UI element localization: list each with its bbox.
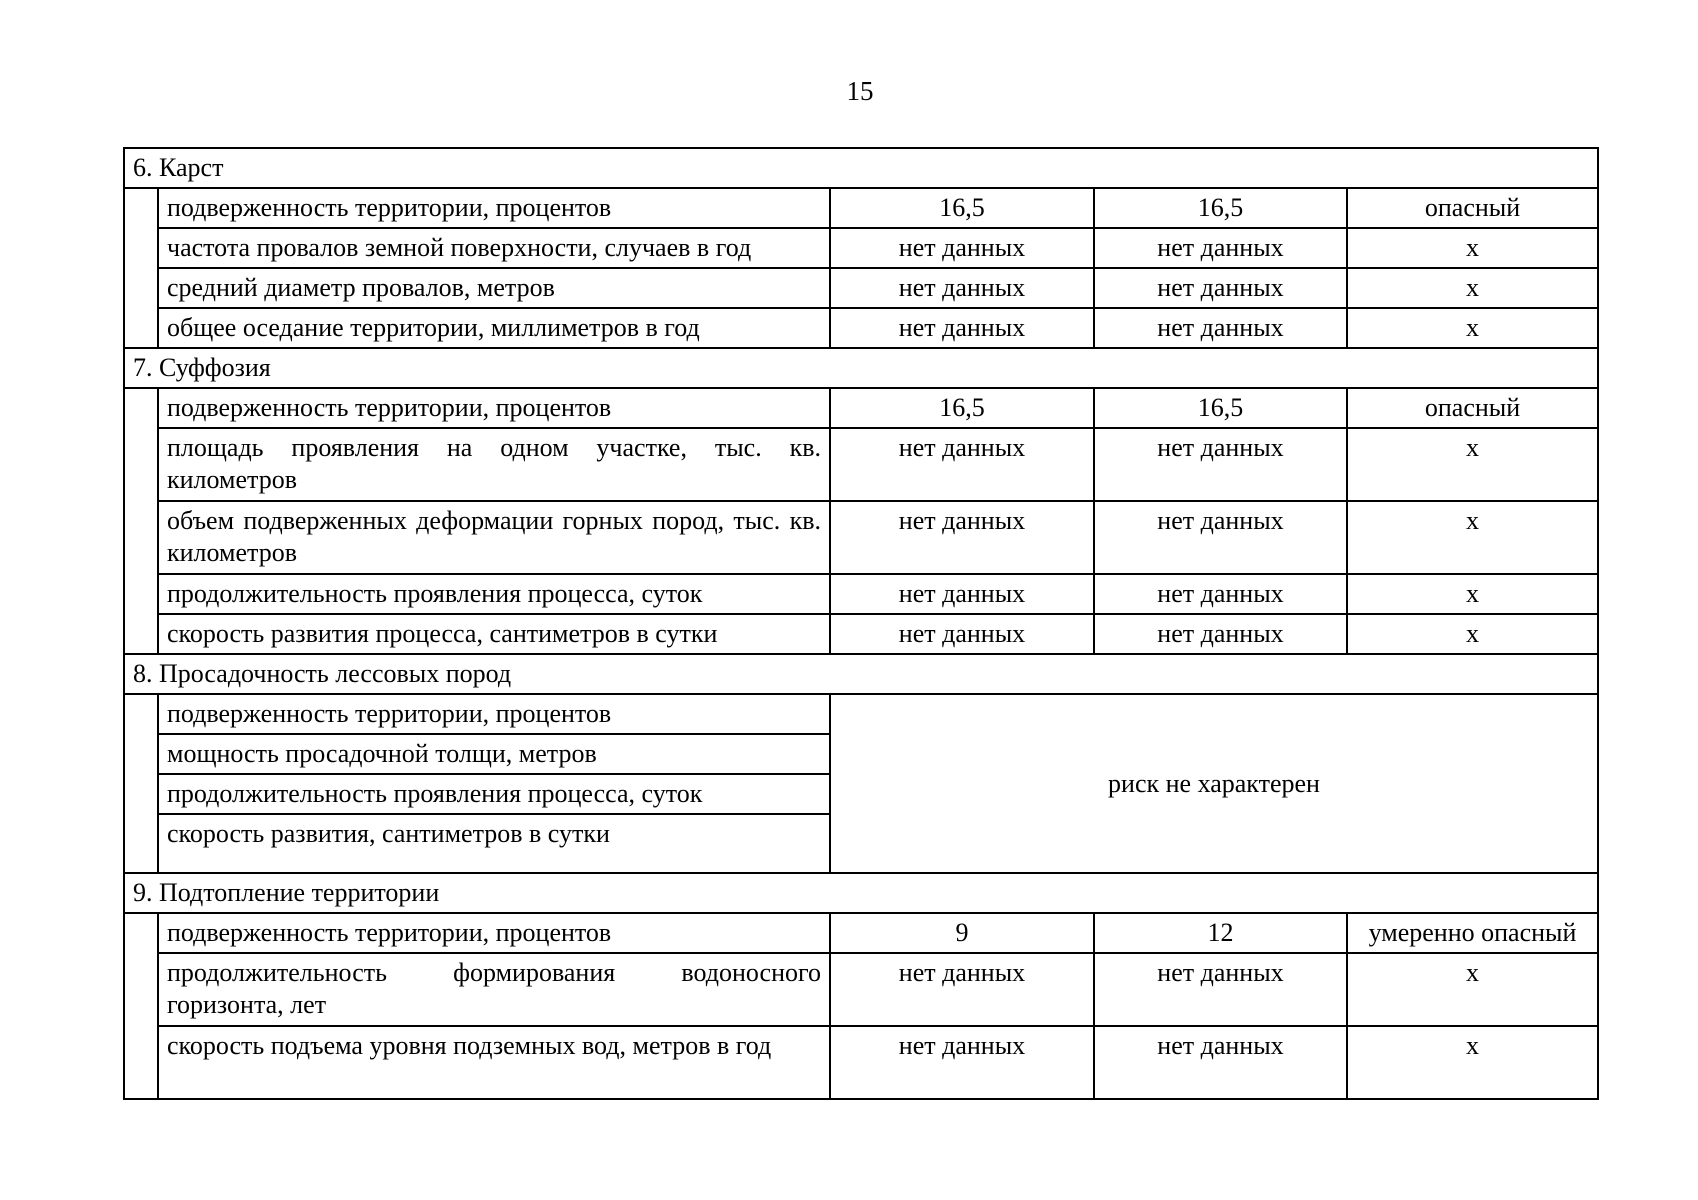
assessment-cell: х (1347, 268, 1598, 308)
section-title: 6. Карст (124, 148, 1598, 188)
risk-table (123, 147, 1599, 1100)
table-row (124, 228, 1598, 268)
indicator-cell: продолжительность проявления процесса, суток (158, 574, 830, 614)
assessment-cell: умеренно опасный (1347, 913, 1598, 953)
table-row (124, 188, 1598, 228)
table-row (124, 953, 1598, 1026)
indicator-cell: продолжительность формирования водоносного горизонта, лет (158, 953, 830, 1026)
value-cell: нет данных (830, 501, 1094, 574)
assessment-cell: х (1347, 614, 1598, 654)
table-row (124, 308, 1598, 348)
value-cell: нет данных (1094, 308, 1347, 348)
table-row (124, 501, 1598, 574)
table-row (124, 1026, 1598, 1099)
indicator-cell: скорость развития, сантиметров в сутки (158, 814, 830, 873)
indicator-cell: подверженность территории, процентов (158, 188, 830, 228)
indicator-cell: подверженность территории, процентов (158, 694, 830, 734)
value-cell: нет данных (830, 428, 1094, 501)
section-title: 7. Суффозия (124, 348, 1598, 388)
table-row (124, 614, 1598, 654)
table-row (124, 388, 1598, 428)
assessment-cell: х (1347, 1026, 1598, 1099)
value-cell: нет данных (830, 268, 1094, 308)
value-cell: нет данных (1094, 614, 1347, 654)
page-number: 15 (846, 76, 874, 106)
value-cell: нет данных (1094, 501, 1347, 574)
indicator-cell: продолжительность проявления процесса, суток (158, 774, 830, 814)
table-row (124, 268, 1598, 308)
indicator-cell: объем подверженных деформации горных пород, тыс. кв. километров (158, 501, 830, 574)
value-cell: нет данных (1094, 428, 1347, 501)
indicator-cell: общее оседание территории, миллиметров в год (158, 308, 830, 348)
indicator-cell: средний диаметр провалов, метров (158, 268, 830, 308)
indent-cell (124, 388, 158, 654)
value-cell: 16,5 (830, 188, 1094, 228)
indicator-cell: скорость подъема уровня подземных вод, метров в год (158, 1026, 830, 1099)
assessment-cell: х (1347, 428, 1598, 501)
indicator-cell: мощность просадочной толщи, метров (158, 734, 830, 774)
indicator-cell: частота провалов земной поверхности, случаев в год (158, 228, 830, 268)
value-cell: нет данных (1094, 268, 1347, 308)
assessment-cell: х (1347, 228, 1598, 268)
value-cell: нет данных (830, 953, 1094, 1026)
value-cell: нет данных (1094, 953, 1347, 1026)
section-row (124, 348, 1598, 388)
value-cell: 16,5 (1094, 188, 1347, 228)
value-cell: нет данных (830, 614, 1094, 654)
table-row (124, 428, 1598, 501)
value-cell: 12 (1094, 913, 1347, 953)
section-title: 9. Подтопление территории (124, 873, 1598, 913)
section-row (124, 148, 1598, 188)
merged-value-cell: риск не характерен (830, 694, 1598, 873)
indicator-cell: подверженность территории, процентов (158, 388, 830, 428)
value-cell: нет данных (1094, 574, 1347, 614)
value-cell: нет данных (1094, 228, 1347, 268)
assessment-cell: опасный (1347, 388, 1598, 428)
value-cell: нет данных (830, 228, 1094, 268)
indent-cell (124, 913, 158, 1099)
assessment-cell: х (1347, 953, 1598, 1026)
value-cell: 9 (830, 913, 1094, 953)
value-cell: нет данных (830, 1026, 1094, 1099)
indent-cell (124, 694, 158, 873)
section-row (124, 873, 1598, 913)
value-cell: нет данных (830, 574, 1094, 614)
indicator-cell: подверженность территории, процентов (158, 913, 830, 953)
section-title: 8. Просадочность лессовых пород (124, 654, 1598, 694)
table-row (124, 574, 1598, 614)
table-row (124, 913, 1598, 953)
assessment-cell: опасный (1347, 188, 1598, 228)
indicator-cell: скорость развития процесса, сантиметров в сутки (158, 614, 830, 654)
value-cell: 16,5 (1094, 388, 1347, 428)
assessment-cell: х (1347, 574, 1598, 614)
value-cell: нет данных (830, 308, 1094, 348)
value-cell: 16,5 (830, 388, 1094, 428)
indicator-cell: площадь проявления на одном участке, тыс. кв. километров (158, 428, 830, 501)
assessment-cell: х (1347, 501, 1598, 574)
section-row (124, 654, 1598, 694)
value-cell: нет данных (1094, 1026, 1347, 1099)
assessment-cell: х (1347, 308, 1598, 348)
indent-cell (124, 188, 158, 348)
table-row (124, 694, 1598, 734)
